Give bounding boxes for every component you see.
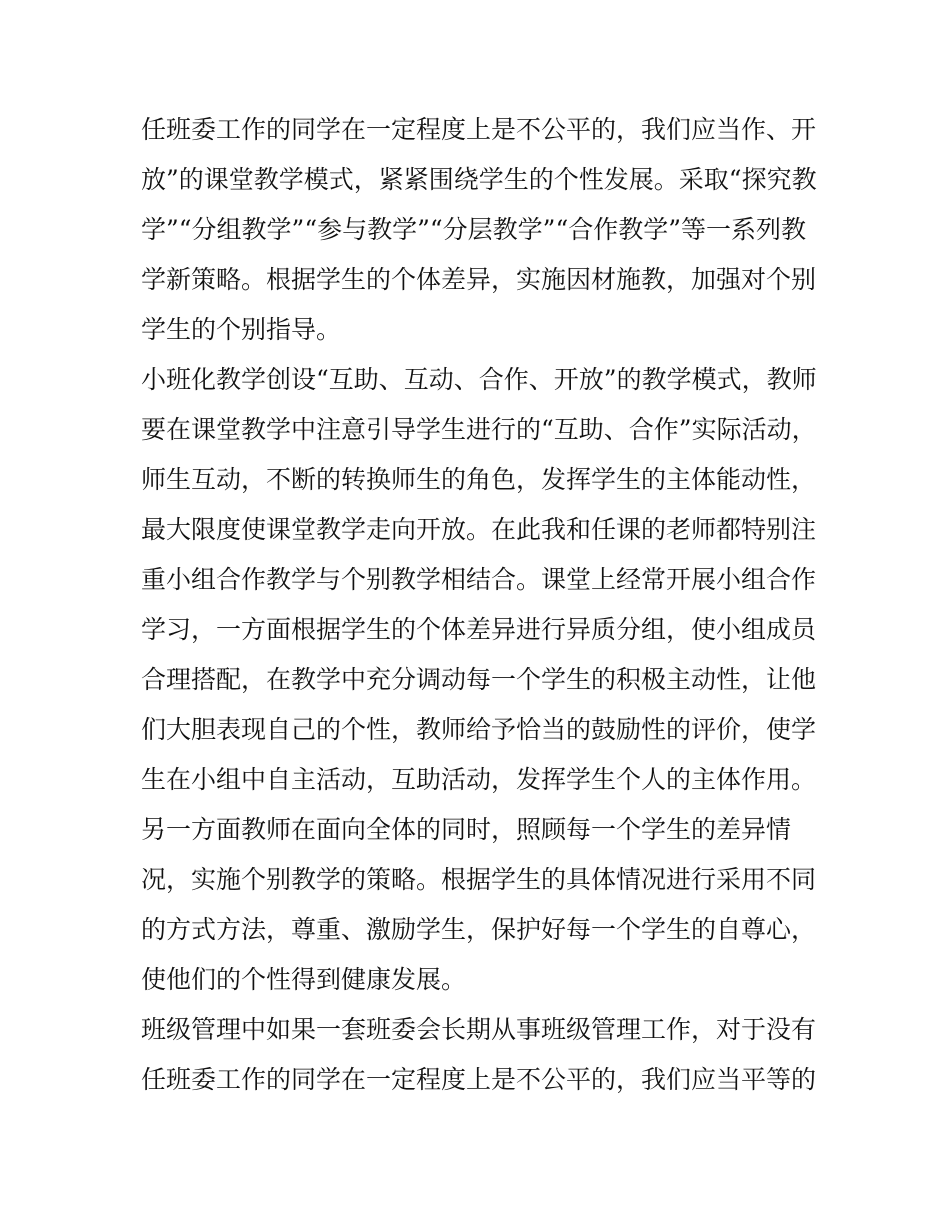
- text-line: 使他们的个性得到健康发展。: [141, 965, 467, 994]
- text-line: 要在课堂教学中注意引导学生进行的“互助、合作”实际活动，: [141, 415, 817, 444]
- text-line: 小班化教学创设“互助、互动、合作、开放”的教学模式，教师: [141, 365, 817, 394]
- text-line: 学生的个别指导。: [141, 315, 342, 344]
- text-line: 班级管理中如果一套班委会长期从事班级管理工作，对于没有: [141, 1015, 817, 1044]
- text-line: 学习，一方面根据学生的个体差异进行异质分组，使小组成员: [141, 615, 817, 644]
- text-line: 放”的课堂教学模式，紧紧围绕学生的个性发展。采取“探究教: [141, 165, 817, 194]
- text-line: 的方式方法，尊重、激励学生，保护好每一个学生的自尊心，: [141, 915, 817, 944]
- document-body-text: [141, 105, 821, 1105]
- text-line: 任班委工作的同学在一定程度上是不公平的，我们应当作、开: [141, 115, 817, 144]
- text-line: 重小组合作教学与个别教学相结合。课堂上经常开展小组合作: [141, 565, 817, 594]
- text-line: 学新策略。根据学生的个体差异，实施因材施教，加强对个别: [141, 265, 817, 294]
- text-line: 们大胆表现自己的个性，教师给予恰当的鼓励性的评价，使学: [141, 715, 817, 744]
- text-line: 况，实施个别教学的策略。根据学生的具体情况进行采用不同: [141, 865, 817, 894]
- text-line: 任班委工作的同学在一定程度上是不公平的，我们应当平等的: [141, 1065, 817, 1094]
- text-line: 最大限度使课堂教学走向开放。在此我和任课的老师都特别注: [141, 515, 817, 544]
- text-line: 生在小组中自主活动，互助活动，发挥学生个人的主体作用。: [141, 765, 817, 794]
- text-line: 合理搭配，在教学中充分调动每一个学生的积极主动性，让他: [141, 665, 817, 694]
- text-line: 学”“分组教学”“参与教学”“分层教学”“合作教学”等一系列教: [141, 215, 807, 244]
- text-line: 师生互动，不断的转换师生的角色，发挥学生的主体能动性，: [141, 465, 817, 494]
- text-line: 另一方面教师在面向全体的同时，照顾每一个学生的差异情: [141, 815, 792, 844]
